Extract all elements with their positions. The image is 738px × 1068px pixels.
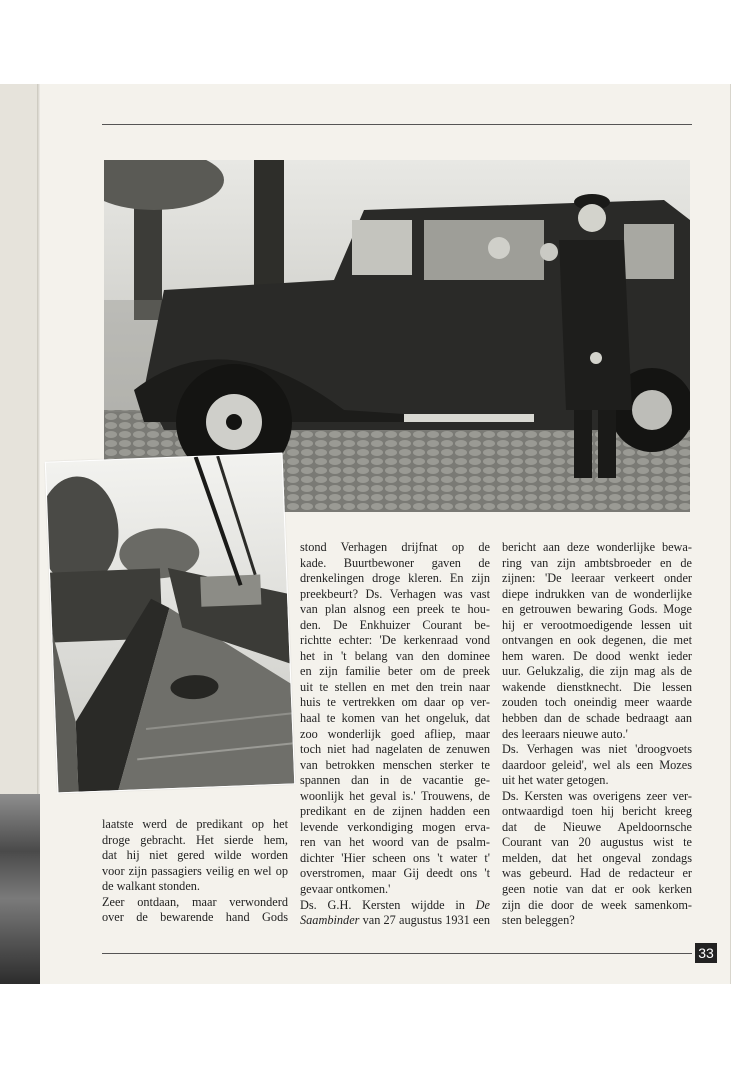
col1-line: de walkant stonden. bbox=[102, 879, 201, 894]
col2-line: levende verkondiging mogen erva- bbox=[300, 819, 490, 834]
col2-line: haal te komen van het ongeluk, dat bbox=[300, 711, 490, 726]
col2-line: richtte echter: 'De kerkenraad vond bbox=[300, 633, 490, 648]
col3-line: zijn die door de week samenkom- bbox=[502, 897, 692, 912]
col3-line: wakende dienstknecht. Die lessen bbox=[502, 679, 692, 694]
col2-line-text: van 27 augustus 1931 een bbox=[362, 913, 491, 928]
col1-line: laatste werd de predikant op het bbox=[102, 817, 288, 831]
col2-line: stond Verhagen drijfnat op de bbox=[300, 540, 490, 554]
col3-line: geen notie van dat er ook kerken bbox=[502, 882, 692, 897]
col2-line: kade. Buurtbewoner gaven de bbox=[300, 555, 490, 570]
canal-boat-photo-icon bbox=[46, 454, 294, 793]
col3-line: uit het water getogen. bbox=[502, 773, 609, 788]
col3-line: hem waren. De dood wenkt ieder bbox=[502, 648, 692, 663]
col3-line: Ds. Verhagen was niet 'droogvoets bbox=[502, 742, 692, 757]
col2-line: spannen dan in de vacantie ge- bbox=[300, 773, 490, 788]
page-number: 33 bbox=[695, 943, 717, 963]
col2-line: overstromen, maar Gij deedt ons 't bbox=[300, 866, 490, 881]
text-column-3 bbox=[502, 540, 692, 929]
col2-line: zoo wonderlijk goed afliep, maar bbox=[300, 726, 490, 741]
col2-line: preekbeurt? Ds. Verhagen was vast bbox=[300, 586, 490, 601]
col2-line: gevaar ontkomen.' bbox=[300, 882, 391, 897]
col3-line: hij er verootmoedigende lessen uit bbox=[502, 617, 692, 632]
col2-line: het in 't belang van den dominee bbox=[300, 648, 490, 663]
col2-line: en zijn familie beter om de preek bbox=[300, 664, 490, 679]
col2-line bbox=[300, 898, 490, 914]
col2-line: uit te stellen en met den trein naar bbox=[300, 679, 490, 694]
col3-line: des leeraars nieuwe auto.' bbox=[502, 726, 628, 741]
col3-line: hebben dan de schade bedraagt aan bbox=[502, 711, 692, 726]
col2-line: predikant en de zijnen hadden een bbox=[300, 804, 490, 819]
col3-line: zouden toch oneindig meer waarde bbox=[502, 695, 692, 710]
col3-line: Courant van 20 augustus wist te bbox=[502, 835, 692, 850]
bottom-rule bbox=[102, 953, 692, 954]
col2-line: van betrokken menschen sterker te bbox=[300, 757, 490, 772]
col2-line: den. De Enkhuizer Courant be- bbox=[300, 617, 490, 632]
col3-line: zijnen: 'De leeraar verkeert onder bbox=[502, 571, 692, 586]
col1-line: Zeer ontdaan, maar verwonderd bbox=[102, 894, 288, 909]
col2-line: woonlijk het geval is.' Trouwens, de bbox=[300, 788, 490, 803]
col3-line: ring van zijn ambtsbroeder en de bbox=[502, 555, 692, 570]
col3-line: Ds. Kersten was overigens zeer ver- bbox=[502, 788, 692, 803]
col3-line: dat de Nieuwe Apeldoornsche bbox=[502, 819, 692, 834]
previous-page-photo-fragment bbox=[0, 794, 40, 984]
col1-line: over de bewarende hand Gods bbox=[102, 910, 288, 925]
col2-line: toch niet had nagelaten de zenuwen bbox=[300, 742, 490, 757]
col3-line: uur. Gelukzalig, die zijn mag als de bbox=[502, 664, 692, 679]
top-rule bbox=[102, 124, 692, 125]
col3-line: diepe indrukken van de wonderlijke bbox=[502, 586, 692, 601]
boat-photo bbox=[46, 454, 294, 793]
publication-title: Saambinder bbox=[300, 913, 360, 928]
col1-line: dat hij niet gered wilde worden bbox=[102, 848, 288, 863]
col2-line: drenkelingen droge kleren. En zijn bbox=[300, 571, 490, 586]
col3-line: ontwaardigd toen hij bericht kreeg bbox=[502, 804, 692, 819]
col3-line: ontvangen en ook degenen, die met bbox=[502, 633, 692, 648]
col2-line: ren van het woord van de psalm- bbox=[300, 835, 490, 850]
col2-line bbox=[300, 913, 490, 929]
col3-line: daardoor geleid', wel als een Mozes bbox=[502, 757, 692, 772]
col2-line: dichter 'Hier scheen ons 't water t' bbox=[300, 850, 490, 865]
text-column-2 bbox=[300, 540, 490, 929]
col2-line: van plan alsnog een preek te hou- bbox=[300, 602, 490, 617]
text-column-1 bbox=[102, 817, 288, 926]
publication-title: De bbox=[475, 897, 490, 912]
col3-line: bericht aan deze wonderlijke bewa- bbox=[502, 540, 692, 554]
previous-page-edge bbox=[0, 84, 40, 984]
col3-line: en getrouwen bewaring Gods. Moge bbox=[502, 602, 692, 617]
col2-line-text: Ds. G.H. Kersten wijdde in bbox=[300, 897, 465, 912]
col3-line: sten beleggen? bbox=[502, 913, 575, 928]
col3-line: melden, dat het ongeval zondags bbox=[502, 850, 692, 865]
col1-line: droge gebracht. Het sierde hem, bbox=[102, 832, 288, 847]
col3-line: was gebeurd. Had de redacteur er bbox=[502, 866, 692, 881]
col1-line: voor zijn passagiers veilig en wel op bbox=[102, 863, 288, 878]
col2-line: huis te vertrekken om daar op ver- bbox=[300, 695, 490, 710]
